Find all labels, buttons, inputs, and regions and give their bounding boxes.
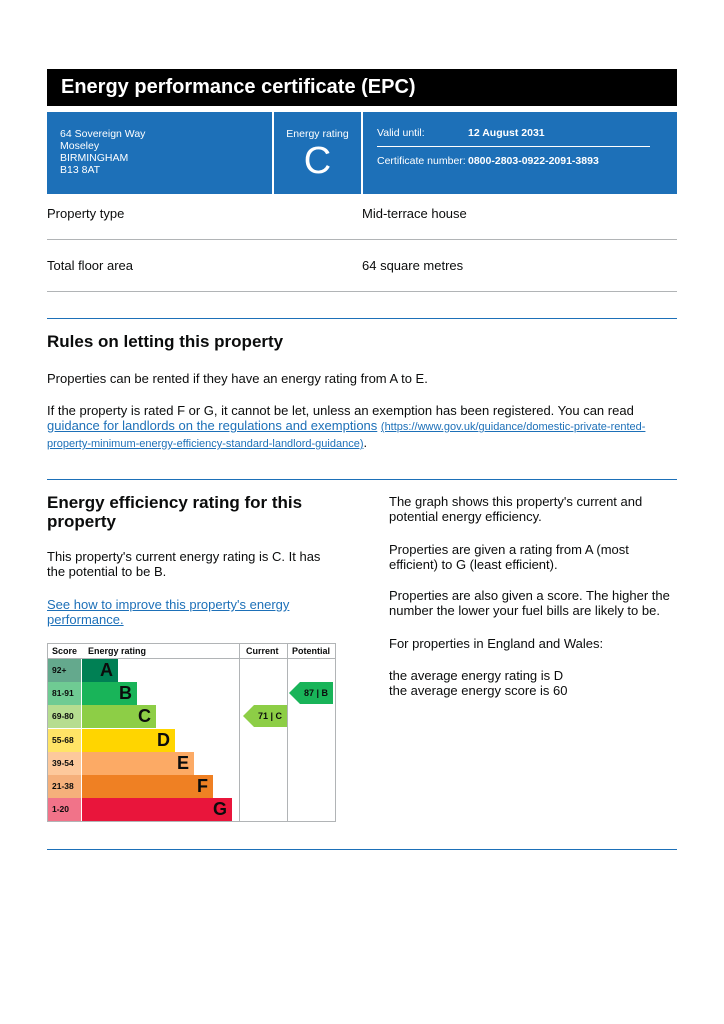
chart-column-divider: [239, 644, 240, 821]
band-score-f: 21-38: [48, 775, 81, 798]
validity-box: [363, 112, 677, 194]
potential-rating-arrow-tip: [289, 682, 300, 704]
potential-rating-arrow: [289, 682, 333, 704]
section-divider: [47, 479, 677, 480]
landlord-guidance-link[interactable]: guidance for landlords on the regulations and exemptions: [47, 418, 378, 433]
divider: [47, 239, 677, 240]
explanation-paragraph: [389, 588, 679, 618]
current-rating-arrow: [243, 705, 287, 727]
text-line: the potential to be B.: [47, 564, 167, 579]
rules-heading: Rules on letting this property: [47, 332, 284, 351]
band-f: F: [82, 775, 213, 798]
band-score-c: 69-80: [48, 705, 81, 728]
address-line: B13 8AT: [60, 164, 101, 176]
improve-performance-link[interactable]: [47, 597, 289, 627]
band-a: A: [82, 659, 118, 682]
divider: [47, 291, 677, 292]
explanation-paragraph: [389, 494, 679, 524]
energy-rating-chart: [47, 643, 336, 822]
band-d: D: [82, 729, 175, 752]
text-line: Properties are given a rating from A (most: [389, 542, 629, 557]
efficiency-heading-line: Energy efficiency rating for this: [47, 493, 303, 512]
band-e: E: [82, 752, 194, 775]
address-line: BIRMINGHAM: [60, 152, 129, 164]
explanation-paragraph: For properties in England and Wales:: [389, 636, 604, 651]
chart-header-score: Score: [52, 646, 78, 656]
text-line: number the lower your fuel bills are likely to be.: [389, 603, 660, 618]
section-divider: [47, 849, 677, 850]
text-line: the average energy rating is D: [389, 668, 564, 683]
band-score-e: 39-54: [48, 752, 81, 775]
rules-paragraph: Properties can be rented if they have an energy rating from A to E.: [47, 371, 428, 386]
valid-until-value: 12 August 2031: [468, 127, 545, 139]
chart-column-divider: [287, 644, 288, 821]
text-line: This property's current energy rating is C. It has: [47, 549, 321, 564]
address-line: 64 Sovereign Way: [60, 128, 146, 140]
text-line: Properties are also given a score. The higher the: [389, 588, 670, 603]
floor-area-value: 64 square metres: [362, 258, 464, 273]
property-type-value: Mid-terrace house: [362, 206, 467, 221]
text-line: potential energy efficiency.: [389, 509, 542, 524]
chart-header-current: Current: [246, 646, 279, 656]
current-rating-arrow-tip: [243, 705, 254, 727]
average-rating-text: [389, 668, 679, 698]
address-line: Moseley: [60, 140, 100, 152]
floor-area-label: Total floor area: [47, 258, 133, 273]
band-score-a: 92+: [48, 659, 81, 682]
chart-header-rating: Energy rating: [88, 646, 147, 656]
efficiency-heading: [47, 493, 347, 531]
rules-text-end: .: [363, 435, 368, 450]
band-score-b: 81-91: [48, 682, 81, 705]
band-score-d: 55-68: [48, 729, 81, 752]
landlord-guidance-url-link[interactable]: (https://www.gov.uk/guidance/domestic-private-rented-property-minimum-energy-efficiency-standard-landlord-guidance): [47, 421, 646, 450]
certificate-number-value: 0800-2803-0922-2091-3893: [468, 155, 599, 167]
band-g: G: [82, 798, 232, 821]
text-line: efficient) to G (least efficient).: [389, 557, 558, 572]
text-line: The graph shows this property's current and: [389, 494, 643, 509]
efficiency-heading-line: property: [47, 512, 116, 531]
potential-rating-arrow-label: 87 | B: [300, 682, 333, 704]
chart-header-potential: Potential: [292, 646, 331, 656]
property-type-label: Property type: [47, 206, 125, 221]
energy-rating-label: Energy rating: [286, 128, 349, 140]
rules-paragraph-exemptions: [47, 403, 679, 452]
divider: [377, 146, 650, 147]
address-block: [47, 112, 272, 194]
energy-rating-value: C: [303, 140, 332, 182]
link-line: See how to improve this property's energy: [47, 597, 290, 612]
rules-text: If the property is rated F or G, it cannot be let, unless an exemption has been registered. You can read: [47, 403, 634, 418]
link-line: performance.: [47, 612, 124, 627]
band-c: C: [82, 705, 156, 728]
explanation-paragraph: [389, 542, 679, 572]
section-divider: [47, 318, 677, 319]
energy-rating-box: [274, 112, 361, 194]
valid-until-label: Valid until:: [377, 127, 425, 139]
certificate-number-label: Certificate number:: [377, 155, 466, 167]
text-line: the average energy score is 60: [389, 683, 568, 698]
page-title: Energy performance certificate (EPC): [47, 69, 677, 106]
current-rating-arrow-label: 71 | C: [254, 705, 287, 727]
band-b: B: [82, 682, 137, 705]
current-rating-text: [47, 549, 320, 579]
band-score-g: 1-20: [48, 798, 81, 821]
